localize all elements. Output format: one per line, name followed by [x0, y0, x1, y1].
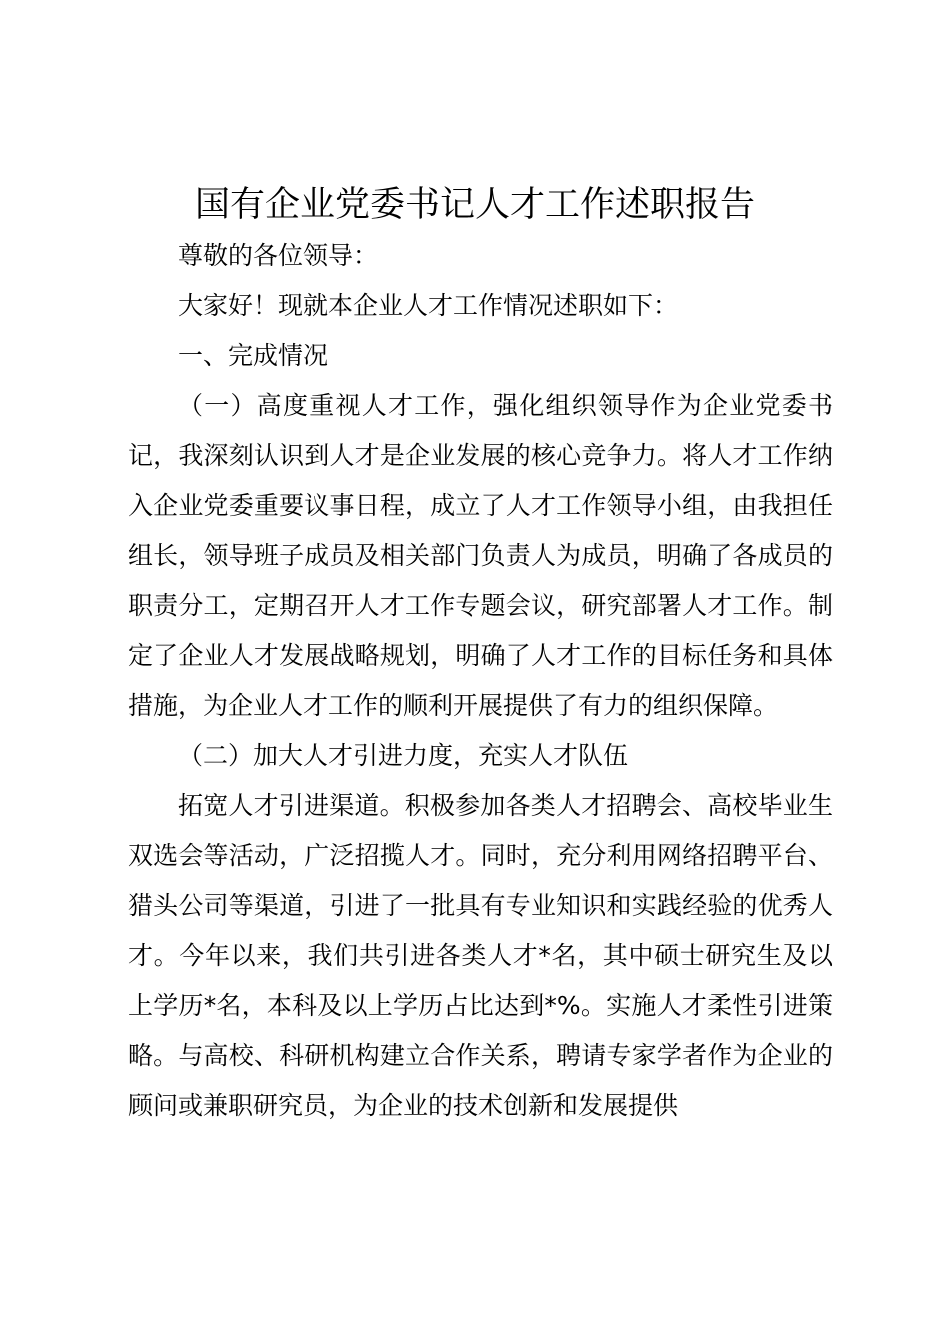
paragraph-recruitment: 拓宽人才引进渠道。积极参加各类人才招聘会、高校毕业生双选会等活动，广泛招揽人才。同时，充分利用网络招聘平台、猎头公司等渠道，引进了一批具有专业知识和实践经验的优秀人才。今年以来，我们共引进各类人才*名，其中硕士研究生及以上学历*名，本科及以上学历占比达到*%。实施人才柔性引进策略。与高校、科研机构建立合作关系，聘请专家学者作为企业的顾问或兼职研究员，为企业的技术创新和发展提供	[128, 791, 833, 1120]
salutation: 尊敬的各位领导：	[178, 241, 379, 270]
paragraph-leadership: （一）高度重视人才工作，强化组织领导作为企业党委书记，我深刻认识到人才是企业发展的核心竞争力。将人才工作纳入企业党委重要议事日程，成立了人才工作领导小组，由我担任组长，领导班子成员及相关部门负责人为成员，明确了各成员的职责分工，定期召开人才工作专题会议，研究部署人才工作。制定了企业人才发展战略规划，明确了人才工作的目标任务和具体措施，为企业人才工作的顺利开展提供了有力的组织保障。	[128, 391, 833, 720]
greeting: 大家好！现就本企业人才工作情况述职如下：	[178, 291, 679, 320]
subsection-heading-recruitment: （二）加大人才引进力度，充实人才队伍	[178, 741, 629, 770]
section-heading-completion: 一、完成情况	[178, 341, 329, 370]
document-body	[128, 231, 833, 1131]
document-title: 国有企业党委书记人才工作述职报告	[194, 185, 755, 225]
